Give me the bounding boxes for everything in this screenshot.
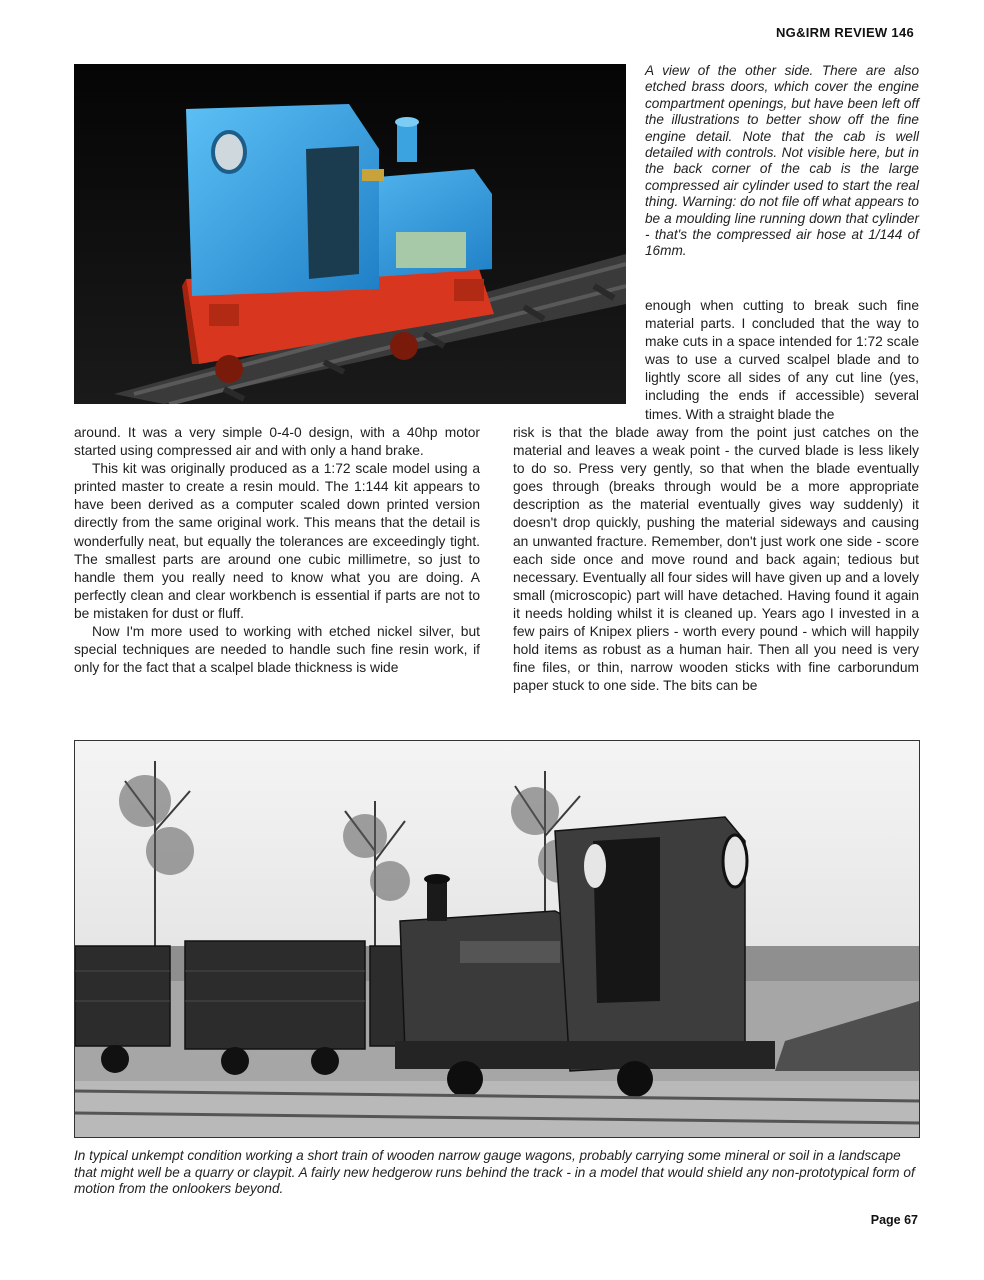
paragraph: Now I'm more used to working with etched nickel silver, but special techniques are needed to handle such fine resin work, if only for the fact that a scalpel blade thickness is wide (74, 624, 480, 676)
page-number: Page 67 (870, 1213, 918, 1227)
paragraph: This kit was originally produced as a 1:72 scale model using a printed master to create a resin mould. The 1:144 kit appears to have been derived as a computer scaled down printed version directly from the same original work. This means that the detail is wonderfully neat, but equally the tolerances are exceedingly tight. The smallest parts are around one cubic millimetre, so just to handle them you really need to know what you are doing. A perfectly clean and clear workbench is essential if parts are not to be mistaken for dust or fluff. (74, 461, 480, 621)
paragraph: enough when cutting to break such fine material parts. I concluded that the way to make cuts in a space intended for 1:72 scale was to use a curved scalpel blade and to lightly score all sides of any cut line (yes, including the ends if accessible) several times. With a straight blade the (645, 298, 919, 422)
article-column-left (74, 424, 480, 677)
prototype-locomotive-photo (74, 740, 920, 1138)
bottom-figure-caption: In typical unkempt condition working a short train of wooden narrow gauge wagons, probably carrying some mineral or soil in a landscape that might well be a quarry or claypit. A fairly new hedgerow runs behind the track - in a model that would shield any non-prototypical form of motion from the onlookers beyond. (74, 1148, 915, 1197)
top-figure-caption: A view of the other side. There are also etched brass doors, which cover the engine compartment openings, but have been left off the illustrations to better show off the fine engine detail. Note that the cab is well detailed with controls. Not visible here, but in the back corner of the cab is the large compressed air cylinder used to start the real thing. Warning: do not file off what appears to be a moulding line running down that cylinder - that's the compressed air hose at 1/144 of 16mm. (645, 63, 919, 259)
paragraph: around. It was a very simple 0-4-0 design, with a 40hp motor started using compressed air and with only a hand brake. (74, 425, 480, 459)
article-column-right-top (645, 297, 919, 424)
article-column-right (513, 424, 919, 695)
paragraph: risk is that the blade away from the point just catches on the material and leaves a weak point - the curved blade is less likely to do so. Press very gently, so that when the blade eventually goes through (breaks through would be a more appropriate description as the material eventually gives way suddenly) it doesn't drop quickly, pushing the material sideways and causing an unwanted fracture. Remember, don't just work one side - score each side once and move round and back again; tedious but necessary. Eventually all four sides will have given up and a lovely small (microscopic) part will have detached. Having found it again it needs holding whilst it is cleaned up. Years ago I invested in a few pairs of Knipex pliers - worth every pound - which will happily hold items as robust as a human hair. Then all you need is very fine files, or thin, narrow wooden sticks with fine carborundum paper stuck to one side. The bits can be (513, 425, 919, 694)
model-locomotive-photo (74, 64, 626, 404)
running-header: NG&IRM REVIEW 146 (775, 25, 914, 40)
